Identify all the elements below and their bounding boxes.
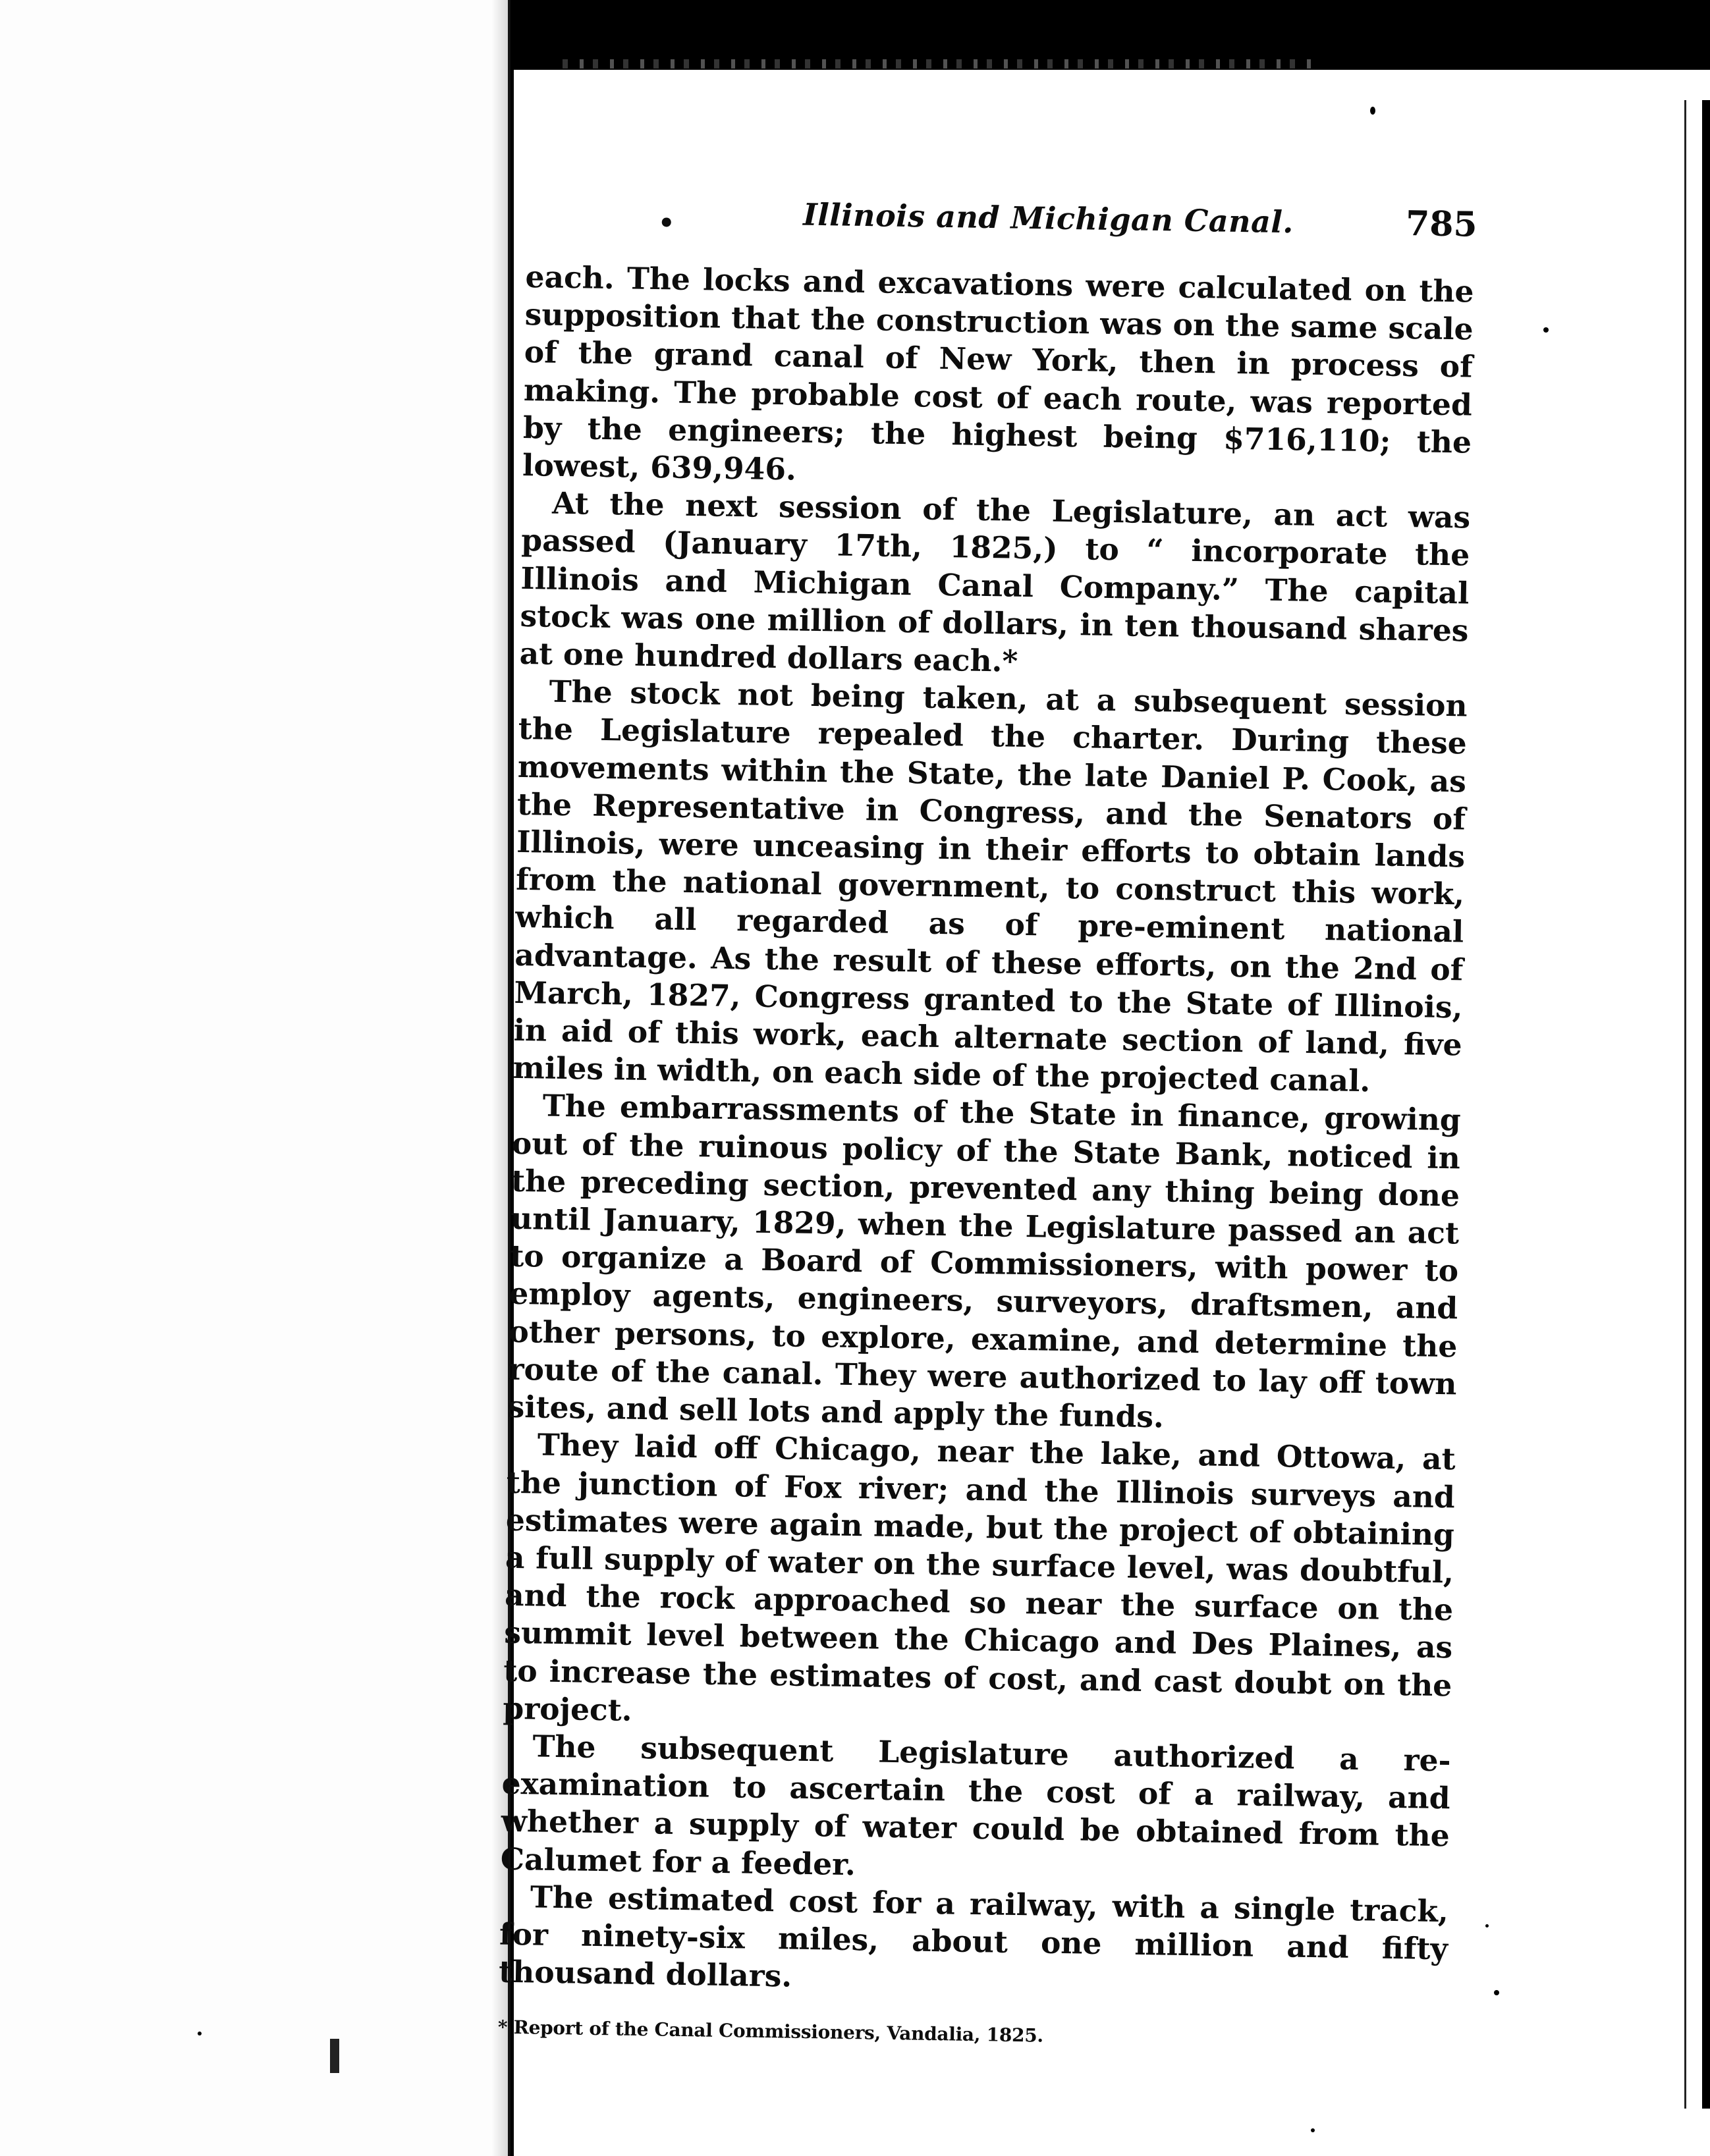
paragraph: The estimated cost for a railway, with a single track, for ninety-six miles, about one million and fifty thousand dollars.: [498, 1879, 1449, 1994]
bleed-through-strip: [553, 59, 1311, 68]
footnote: * Report of the Canal Commissioners, Vandalia, 1825.: [497, 2016, 1044, 2047]
paragraph: The subsequent Legislature authorized a re-examination to ascertain the cost of a railway, and whether a supply of water could be obtained from the Calumet for a feeder.: [500, 1728, 1451, 1882]
speck: [1485, 1924, 1489, 1927]
paragraph: each. The locks and excavations were calculated on the supposition that the construction was on the same scale of the grand canal of New York, then in process of making. The probable cost of each route, was reported by the engineers; the highest being $716,110; the lowest, 639,946.: [522, 258, 1474, 487]
paragraph: The embarrassments of the State in finance, growing out of the ruinous policy of the State Bank, noticed in the preceding section, prevented any thing being done until January, 1829, when the Legislature passed an act to organize a Board of Commissioners, with power to employ agents, engineers, surveyors, draftsmen, and other persons, to explore, examine, and determine the route of the canal. They were authorized to lay off town sites, and sell lots and apply the funds.: [507, 1088, 1462, 1435]
speck: [198, 2032, 202, 2035]
printed-page: [497, 61, 1710, 2156]
head-dot: •: [657, 207, 675, 239]
page-number: 785: [1405, 203, 1478, 245]
paragraph: They laid off Chicago, near the lake, and Ottowa, at the junction of Fox river; and the Illinois surveys and estimates were again made, but the project of obtaining a full supply of water on the surface level, was doubtful, and the rock approached so near the surface on the summit level between the Chicago and Des Plaines, as to increase the estimates of cost, and cast doubt on the project.: [503, 1426, 1456, 1728]
running-head: [526, 179, 1476, 273]
speck: [1494, 1990, 1499, 1995]
blank-facing-page: [0, 0, 510, 2156]
paragraph: At the next session of the Legislature, an act was passed (January 17th, 1825,) to “ incorporate the Illinois and Michigan Canal Company.” The capital stock was one million of dollars, in ten thousand shares at one hundred dollars each.*: [519, 485, 1471, 679]
page-text-block: [498, 179, 1476, 2055]
scan-top-edge: [514, 53, 1710, 70]
binding-mark: [330, 2039, 339, 2073]
body-text: [499, 258, 1474, 2006]
paragraph: The stock not being taken, at a subsequent session the Legislature repealed the charter. During these movements within the State, the late Daniel P. Cook, as the Representative in Congress, and the Senators of Illinois, were unceasing in their efforts to obtain lands from the national government, to construct this work, which all regarded as of pre-eminent national advantage. As the result of these efforts, on the 2nd of March, 1827, Congress granted to the State of Illinois, in aid of this work, each alternate section of land, five miles in width, on each side of the projected canal.: [512, 673, 1468, 1099]
speck: [1370, 107, 1375, 115]
speck: [1543, 327, 1549, 333]
speck: [1311, 2128, 1315, 2132]
page-right-edge: [1684, 100, 1710, 2109]
running-title: Illinois and Michigan Canal.: [802, 196, 1294, 240]
